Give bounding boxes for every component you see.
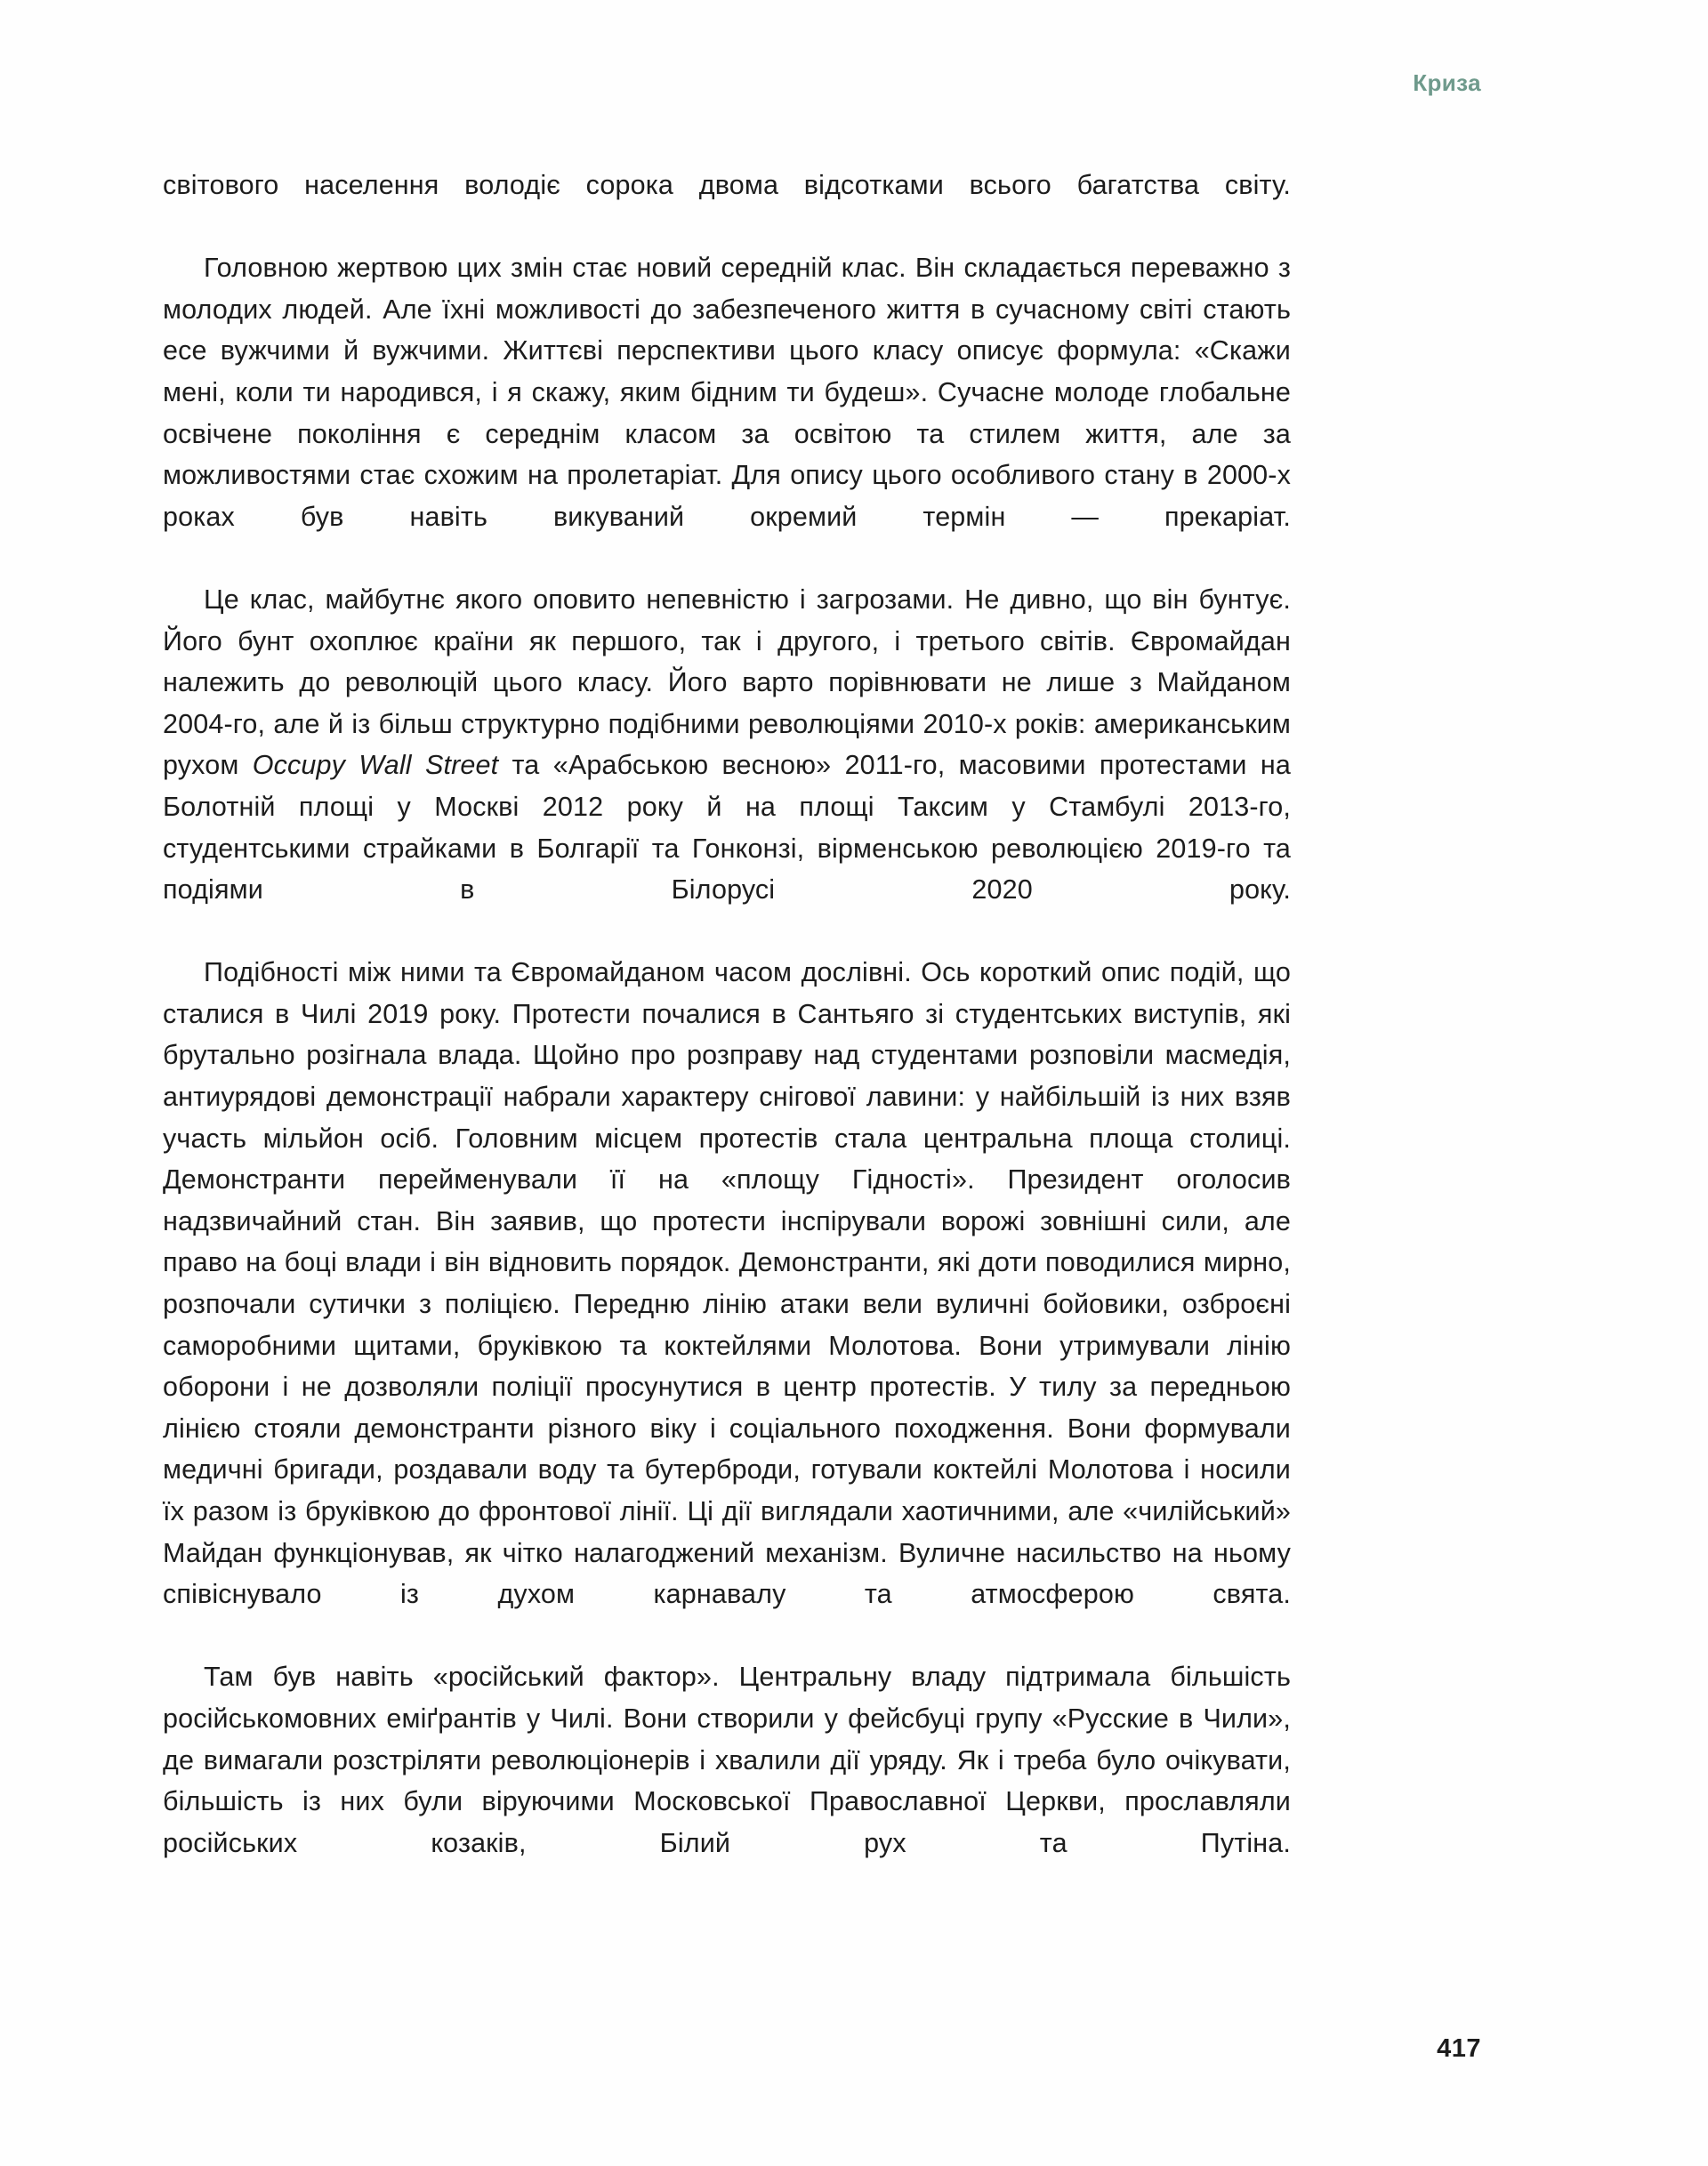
paragraph: Там був навіть «російський фактор». Центральну владу підтримала більшість російськомовних еміґрантів у Чилі. Вони створили у фейсбуці групу «Русские в Чили», де вимагали розстріляти революціонерів і хвалили дії уряду. Як і треба було очікувати, більшість із них були віруючими Московської Православної Церкви, прославляли російських козаків, Білий рух та Путіна. xyxy=(163,1662,1291,1858)
text-column xyxy=(163,165,1291,1905)
paragraph: світового населення володіє сорока двома відсотками всього багатства світу. xyxy=(163,170,1291,200)
paragraph: Подібності між ними та Євромайданом часом дослівні. Ось короткий опис подій, що сталися в Чилі 2019 року. Протести почалися в Сантьяго зі студентських виступів, які брутально розігнала влада. Щойно про розправу над студентами розповіли масмедія, антиурядові демонстрації набрали характеру снігової лавини: у найбільшій із них взяв участь мільйон осіб. Головним місцем протестів стала центральна площа столиці. Демонстранти перейменували її на «площу Гідності». Президент оголосив надзвичайний стан. Він заявив, що протести інспірували ворожі зовнішні сили, але право на боці влади і він відновить порядок. Демонстранти, які доти поводилися мирно, розпочали сутички з поліцією. Передню лінію атаки вели вуличні бойовики, озброєні саморобними щитами, бруківкою та коктейлями Молотова. Вони утримували лінію оборони і не дозволяли поліції просунутися в центр протестів. У тилу за передньою лінією стояли демонстранти різного віку і соціального походження. Вони формували медичні бригади, роздавали воду та бутерброди, готували коктейлі Молотова і носили їх разом із бруківкою до фронтової лінії. Ці дії виглядали хаотичними, але «чилійський» Майдан функціонував, як чітко налагоджений механізм. Вуличне насильство на ньому співіснувало із духом карнавалу та атмосферою свята. xyxy=(163,957,1291,1610)
page-number: 417 xyxy=(1437,2034,1481,2063)
emphasis-occupy-wall-street: Occupy Wall Street xyxy=(252,750,499,781)
paragraph-segment: Це клас, майбутнє якого оповито непевністю і загрозами. Не дивно, що він бунтує. Його бунт охоплює країни як першого, так і другого, і третього світів. Євромайдан належить до революцій цього класу. Його варто порівнювати не лише з Майданом 2004-го, але й із більш структурно подібними революціями 2010-х років: американським рухом xyxy=(163,584,1291,781)
paragraph xyxy=(163,579,1291,952)
running-head: Криза xyxy=(1413,69,1481,96)
paragraph: Головною жертвою цих змін стає новий середній клас. Він складається переважно з молодих людей. Але їхні можливості до забезпеченого життя в сучасному світі стають есе вужчими й вужчими. Життєві перспективи цього класу описує формула: «Скажи мені, коли ти народився, і я скажу, яким бідним ти будеш». Сучасне молоде глобальне освічене покоління є середнім класом за освітою та стилем життя, але за можливостями стає схожим на пролетаріат. Для опису цього особливого стану в 2000-х роках був навіть викуваний окремий термін — прекаріат. xyxy=(163,253,1291,532)
paragraph-segment: та «Арабською весною» 2011-го, масовими протестами на Болотній площі у Москві 2012 року й на площі Таксим у Стамбулі 2013-го, студентськими страйками в Болгарії та Гонконзі, вірменською революцією 2019-го та подіями в Білорусі 2020 року. xyxy=(163,750,1292,906)
